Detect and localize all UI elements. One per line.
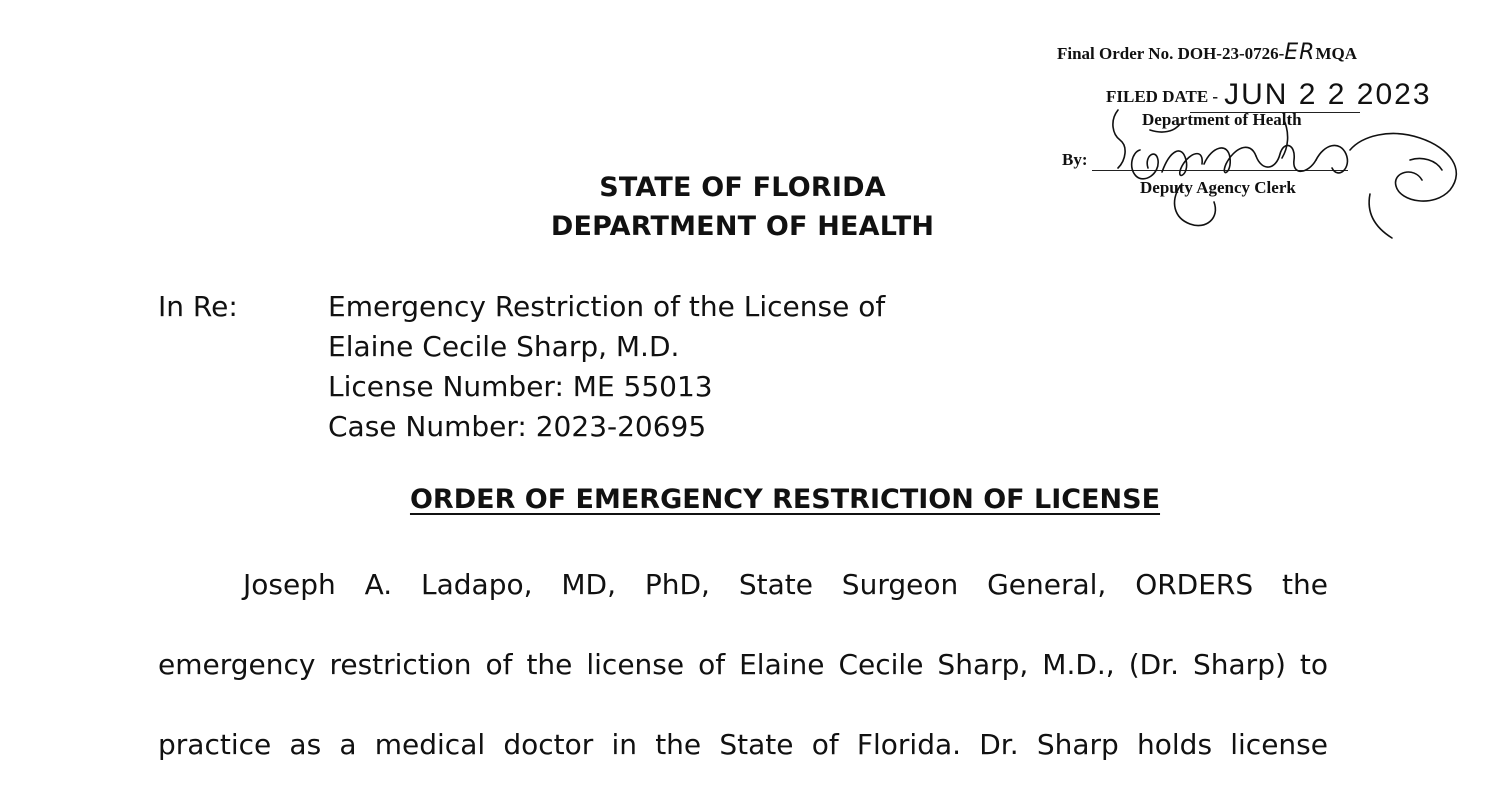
body-word: State [738, 568, 813, 601]
body-word: of [485, 648, 513, 681]
heading-department: DEPARTMENT OF HEALTH [550, 211, 935, 242]
body-word: practice [158, 728, 272, 761]
agency-heading [0, 168, 1485, 246]
order-number-suffix: MQA [1315, 44, 1358, 63]
body-word: Cecile [838, 648, 924, 681]
body-word: Ladapo, [421, 568, 533, 601]
body-word: MD, [561, 568, 616, 601]
body-word: medical [374, 728, 486, 761]
body-word: to [1299, 648, 1328, 681]
body-word: the [1282, 568, 1328, 601]
body-word: license [1230, 728, 1328, 761]
body-word: ORDERS [1135, 568, 1254, 601]
order-body [158, 561, 1328, 801]
body-line [158, 641, 1328, 721]
body-word: Dr. [979, 728, 1019, 761]
order-number-label: Final Order No. DOH-23-0726- [1057, 44, 1285, 63]
stamp-by-label: By: [1062, 150, 1088, 169]
in-re-line: Elaine Cecile Sharp, M.D. [328, 330, 680, 363]
body-word: license [586, 648, 685, 681]
body-word: the [526, 648, 573, 681]
order-title: ORDER OF EMERGENCY RESTRICTION OF LICENSE [409, 484, 1161, 515]
in-re-label: In Re: [158, 290, 238, 323]
body-word: a [339, 728, 357, 761]
body-word: A. [364, 568, 393, 601]
body-word: PhD, [644, 568, 710, 601]
body-word: restriction [329, 648, 472, 681]
body-word: Joseph [243, 568, 336, 601]
filed-date-label: FILED DATE - [1106, 87, 1219, 106]
body-word: emergency [158, 648, 316, 681]
final-order-number [1057, 40, 1357, 65]
body-word: M.D., [1042, 648, 1115, 681]
filed-date-value: JUN 2 2 2023 [1224, 78, 1432, 111]
body-word: General, [987, 568, 1107, 601]
body-word: holds [1137, 728, 1213, 761]
in-re-line: Emergency Restriction of the License of [328, 290, 886, 323]
in-re-line: Case Number: 2023-20695 [328, 410, 707, 443]
in-re-lines [328, 287, 885, 447]
body-word: (Dr. [1128, 648, 1180, 681]
body-word: Sharp) [1193, 648, 1286, 681]
heading-state: STATE OF FLORIDA [599, 172, 886, 203]
body-word: doctor [503, 728, 594, 761]
body-word: State [719, 728, 794, 761]
body-word: of [698, 648, 726, 681]
body-word: as [289, 728, 322, 761]
stamp-clerk-label: Deputy Agency Clerk [1140, 178, 1296, 197]
body-word: Sharp [1036, 728, 1119, 761]
body-word: of [811, 728, 839, 761]
in-re-line: License Number: ME 55013 [328, 370, 713, 403]
body-line [158, 721, 1328, 801]
body-word: Surgeon [841, 568, 959, 601]
body-word: Sharp, [937, 648, 1029, 681]
body-word: the [655, 728, 702, 761]
body-word: in [611, 728, 637, 761]
body-line [158, 561, 1328, 641]
stamp-department: Department of Health [1142, 110, 1302, 129]
order-number-handwritten: ER [1284, 40, 1316, 65]
body-word: Elaine [739, 648, 825, 681]
body-word: Florida. [856, 728, 962, 761]
